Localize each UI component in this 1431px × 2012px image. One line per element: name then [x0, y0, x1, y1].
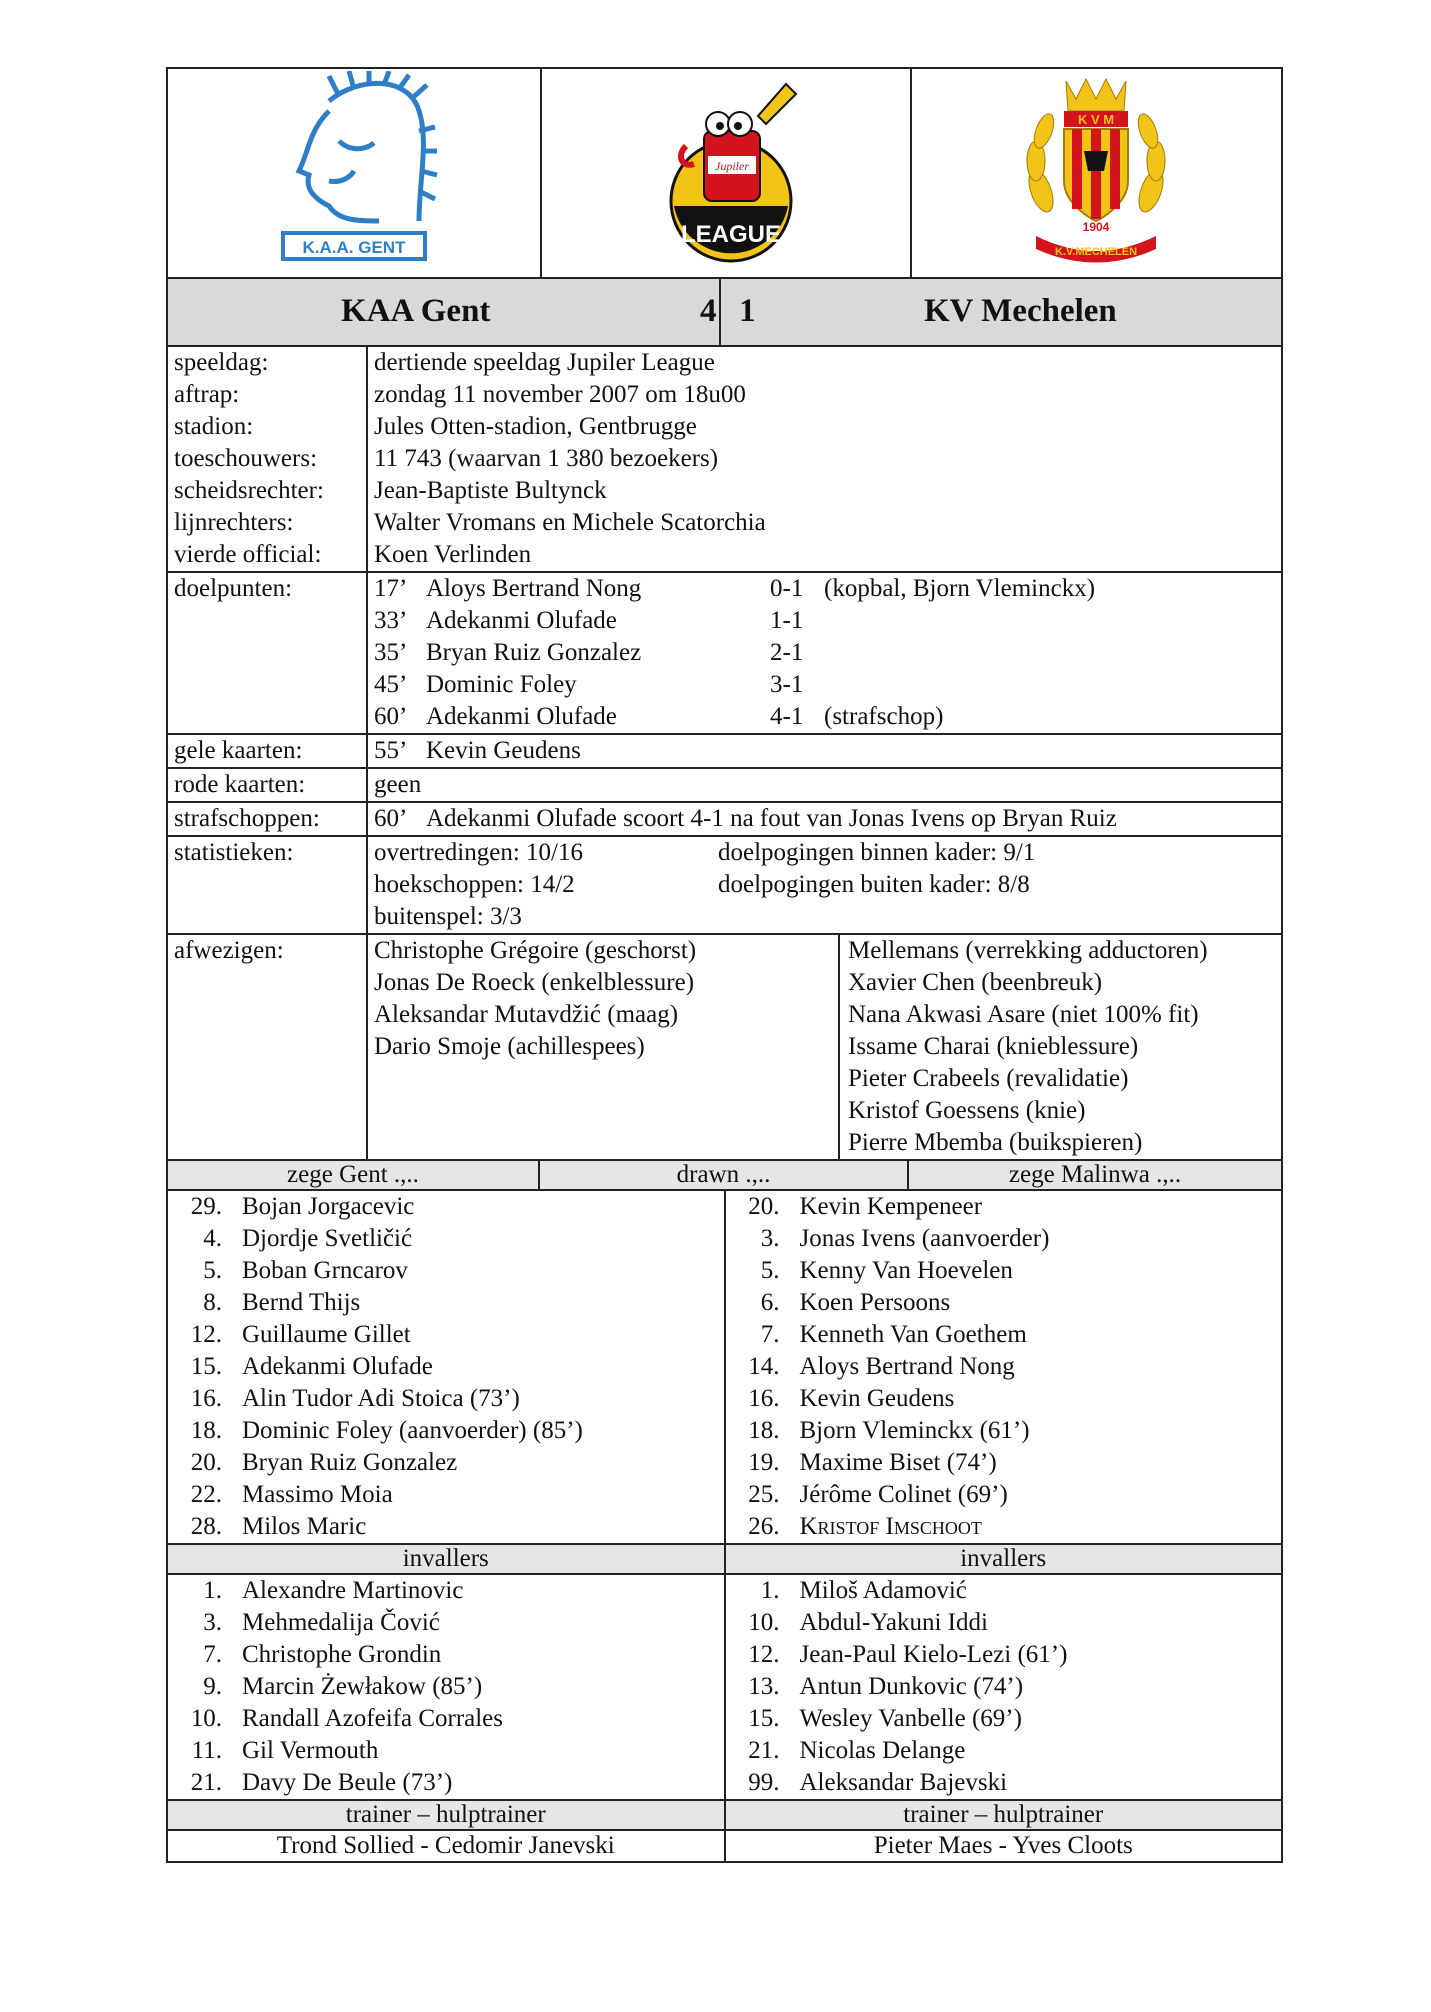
prediction-bar	[166, 1161, 1283, 1191]
player-row	[168, 1479, 724, 1511]
penalty-description: Adekanmi Olufade scoort 4-1 na fout van Jonas Ivens op Bryan Ruiz	[426, 805, 1117, 832]
shirt-number: 29.	[190, 1193, 222, 1220]
goal-minute: 35’	[374, 639, 408, 666]
stat-shots-off-target: doelpogingen buiten kader: 8/8	[718, 871, 1030, 898]
player-name: Kenny Van Hoevelen	[799, 1257, 1013, 1284]
gent-logo-text: K.A.A. GENT	[302, 237, 406, 257]
info-value: 11 743 (waarvan 1 380 bezoekers)	[374, 445, 719, 472]
player-row	[168, 1607, 724, 1639]
shirt-number: 19.	[748, 1449, 780, 1476]
player-row	[726, 1191, 1282, 1223]
player-row	[726, 1671, 1282, 1703]
shirt-number: 3.	[203, 1609, 222, 1636]
goal-scorer: Adekanmi Olufade	[426, 703, 617, 730]
home-trainer-header: trainer – hulptrainer	[168, 1799, 724, 1831]
stats-label: statistieken:	[167, 836, 367, 934]
stat-shots-on-target: doelpogingen binnen kader: 9/1	[718, 839, 1036, 866]
info-label: aftrap:	[167, 379, 367, 411]
stat-corners: hoekschoppen: 14/2	[374, 871, 575, 898]
shirt-number: 21.	[748, 1737, 780, 1764]
absent-home	[374, 935, 840, 1159]
shirt-number: 22.	[190, 1481, 222, 1508]
penalty-minute: 60’	[374, 805, 408, 832]
player-name: Aloys Bertrand Nong	[799, 1353, 1015, 1380]
absent-player: Kristof Goessens (knie)	[848, 1097, 1086, 1124]
player-row	[168, 1575, 724, 1607]
absent-away	[840, 935, 1208, 1159]
mechelen-logo-year: 1904	[1083, 219, 1110, 234]
away-trainer-header: trainer – hulptrainer	[726, 1799, 1282, 1831]
player-row	[726, 1511, 1282, 1543]
player-name: Jérôme Colinet (69’)	[799, 1481, 1008, 1508]
shirt-number: 16.	[190, 1385, 222, 1412]
player-row	[168, 1351, 724, 1383]
info-label: vierde official:	[167, 539, 367, 572]
home-subs-header: invallers	[168, 1543, 724, 1575]
info-value: zondag 11 november 2007 om 18u00	[374, 381, 746, 408]
goal-scorer: Adekanmi Olufade	[426, 607, 617, 634]
player-name: Dominic Foley (aanvoerder) (85’)	[242, 1417, 583, 1444]
player-row	[726, 1735, 1282, 1767]
shirt-number: 18.	[190, 1417, 222, 1444]
player-row	[168, 1287, 724, 1319]
goal-scorer: Dominic Foley	[426, 671, 577, 698]
penalties-label: strafschoppen:	[167, 802, 367, 836]
shirt-number: 5.	[760, 1257, 780, 1284]
player-row	[168, 1703, 724, 1735]
mechelen-logo-band: K.V.MECHELEN	[1055, 245, 1138, 258]
player-name: Kevin Kempeneer	[799, 1193, 983, 1220]
jupiler-league-logo	[646, 76, 806, 266]
absent-label: afwezigen:	[167, 934, 367, 1160]
shirt-number: 13.	[748, 1673, 780, 1700]
player-row	[726, 1447, 1282, 1479]
goal-row	[374, 669, 1275, 701]
prediction-draw: drawn .,..	[539, 1161, 908, 1190]
goal-note: (strafschop)	[824, 703, 944, 730]
shirt-number: 99.	[748, 1769, 780, 1796]
absent-player: Aleksandar Mutavdžić (maag)	[374, 1001, 679, 1028]
player-row	[726, 1319, 1282, 1351]
player-name: Alexandre Martinovic	[242, 1577, 464, 1604]
player-row	[168, 1191, 724, 1223]
goal-minute: 33’	[374, 607, 408, 634]
goal-row	[374, 637, 1275, 669]
player-name: Massimo Moia	[242, 1481, 393, 1508]
shirt-number: 26.	[748, 1513, 780, 1540]
player-name: Bryan Ruiz Gonzalez	[242, 1449, 458, 1476]
player-row	[726, 1607, 1282, 1639]
goals-list	[367, 572, 1282, 734]
info-label: toeschouwers:	[167, 443, 367, 475]
absent-player: Pierre Mbemba (buikspieren)	[848, 1129, 1143, 1156]
player-row	[168, 1671, 724, 1703]
info-value: Koen Verlinden	[374, 541, 532, 568]
shirt-number: 4.	[203, 1225, 222, 1252]
player-row	[726, 1223, 1282, 1255]
shirt-number: 10.	[190, 1705, 222, 1732]
player-row	[726, 1415, 1282, 1447]
player-row	[726, 1639, 1282, 1671]
player-row	[168, 1447, 724, 1479]
absent-player: Xavier Chen (beenbreuk)	[848, 969, 1103, 996]
shirt-number: 7.	[203, 1641, 222, 1668]
player-row	[168, 1511, 724, 1543]
goal-row	[374, 605, 1275, 637]
player-name: Milos Maric	[242, 1513, 367, 1540]
player-name: Wesley Vanbelle (69’)	[799, 1705, 1022, 1732]
shirt-number: 8.	[203, 1289, 222, 1316]
player-row	[168, 1255, 724, 1287]
mechelen-logo-cell	[911, 68, 1282, 278]
shirt-number: 12.	[748, 1641, 780, 1668]
home-lineup	[167, 1191, 725, 1862]
away-trainers: Pieter Maes - Yves Cloots	[873, 1832, 1133, 1859]
goal-scorer: Aloys Bertrand Nong	[426, 575, 642, 602]
player-row	[726, 1287, 1282, 1319]
goal-score: 2-1	[770, 639, 804, 666]
goal-score: 1-1	[770, 607, 804, 634]
player-row	[168, 1735, 724, 1767]
absent-player: Jonas De Roeck (enkelblessure)	[374, 969, 695, 996]
penalties-value	[367, 802, 1282, 836]
shirt-number: 20.	[190, 1449, 222, 1476]
player-row	[726, 1575, 1282, 1607]
player-row	[168, 1319, 724, 1351]
goal-minute: 60’	[374, 703, 408, 730]
player-row	[168, 1415, 724, 1447]
player-name: Djordje Svetličić	[242, 1225, 413, 1252]
absent-player: Mellemans (verrekking adductoren)	[848, 937, 1208, 964]
player-name: Bernd Thijs	[242, 1289, 361, 1316]
goal-score: 4-1	[770, 703, 804, 730]
goal-minute: 17’	[374, 575, 408, 602]
away-subs-header: invallers	[726, 1543, 1282, 1575]
score-divider	[719, 279, 721, 345]
player-row	[168, 1383, 724, 1415]
player-name: Mehmedalija Čović	[242, 1609, 440, 1636]
shirt-number: 3.	[760, 1225, 780, 1252]
goal-note: (kopbal, Bjorn Vleminckx)	[824, 575, 1096, 602]
player-row	[168, 1767, 724, 1799]
player-name: Davy De Beule (73’)	[242, 1769, 453, 1796]
away-team-name: KV Mechelen	[924, 293, 1117, 329]
player-row	[168, 1223, 724, 1255]
prediction-away: zege Malinwa .,..	[1008, 1161, 1182, 1188]
shirt-number: 14.	[748, 1353, 780, 1380]
league-logo-text: LEAGUE	[680, 220, 781, 248]
red-cards-label: rode kaarten:	[167, 768, 367, 802]
shirt-number: 7.	[760, 1321, 780, 1348]
player-row	[726, 1255, 1282, 1287]
player-name: Bjorn Vleminckx (61’)	[799, 1417, 1030, 1444]
stat-offside: buitenspel: 3/3	[374, 903, 522, 930]
red-cards-value: geen	[367, 768, 1282, 802]
shirt-number: 10.	[748, 1609, 780, 1636]
player-name: Jean-Paul Kielo-Lezi (61’)	[799, 1641, 1068, 1668]
absent-player: Nana Akwasi Asare (niet 100% fit)	[848, 1001, 1199, 1028]
player-row	[726, 1479, 1282, 1511]
score-bar	[166, 279, 1283, 347]
mechelen-logo-initials: K V M	[1078, 111, 1115, 127]
player-name: Marcin Żewłakow (85’)	[242, 1673, 483, 1700]
shirt-number: 18.	[748, 1417, 780, 1444]
shirt-number: 9.	[203, 1673, 222, 1700]
absent-player: Issame Charai (knieblessure)	[848, 1033, 1139, 1060]
player-name: Aleksandar Bajevski	[799, 1769, 1008, 1796]
info-value: Jean-Baptiste Bultynck	[374, 477, 607, 504]
player-name: Randall Azofeifa Corrales	[242, 1705, 504, 1732]
yellow-card-minute: 55’	[374, 737, 408, 764]
goal-score: 3-1	[770, 671, 804, 698]
match-sheet	[166, 67, 1283, 1863]
info-label: scheidsrechter:	[167, 475, 367, 507]
player-name: Bojan Jorgacevic	[242, 1193, 415, 1220]
goals-label: doelpunten:	[167, 572, 367, 734]
away-lineup	[725, 1191, 1283, 1862]
player-name: Antun Dunkovic (74’)	[799, 1673, 1024, 1700]
shirt-number: 1.	[203, 1577, 222, 1604]
player-row	[726, 1383, 1282, 1415]
player-name: Jonas Ivens (aanvoerder)	[799, 1225, 1050, 1252]
info-label: lijnrechters:	[167, 507, 367, 539]
info-label: stadion:	[167, 411, 367, 443]
player-name: Miloš Adamović	[799, 1577, 967, 1604]
home-trainers: Trond Sollied - Cedomir Janevski	[276, 1832, 615, 1859]
shirt-number: 25.	[748, 1481, 780, 1508]
home-score: 4	[700, 293, 717, 329]
player-name: Koen Persoons	[799, 1289, 951, 1316]
match-info-table	[166, 347, 1283, 1161]
player-row	[168, 1639, 724, 1671]
player-name: Guillaume Gillet	[242, 1321, 411, 1348]
info-value: dertiende speeldag Jupiler League	[374, 349, 715, 376]
shirt-number: 5.	[203, 1257, 222, 1284]
shirt-number: 28.	[190, 1513, 222, 1540]
player-name: Kevin Geudens	[799, 1385, 955, 1412]
player-row	[726, 1703, 1282, 1735]
goal-row	[374, 573, 1275, 605]
logo-row	[166, 67, 1283, 279]
absent-player: Christophe Grégoire (geschorst)	[374, 937, 697, 964]
away-score: 1	[739, 293, 756, 329]
goal-minute: 45’	[374, 671, 408, 698]
yellow-cards-value	[367, 734, 1282, 768]
lineups-table	[166, 1191, 1283, 1863]
player-name: Kenneth Van Goethem	[799, 1321, 1027, 1348]
jupiler-badge-text: Jupiler	[714, 158, 749, 173]
player-name: Gil Vermouth	[242, 1737, 379, 1764]
absent-player: Dario Smoje (achillespees)	[374, 1033, 645, 1060]
shirt-number: 1.	[760, 1577, 780, 1604]
gent-logo	[269, 71, 439, 271]
shirt-number: 15.	[748, 1705, 780, 1732]
shirt-number: 21.	[190, 1769, 222, 1796]
mechelen-logo	[1016, 71, 1176, 271]
absent-player: Pieter Crabeels (revalidatie)	[848, 1065, 1129, 1092]
player-name: Abdul-Yakuni Iddi	[799, 1609, 988, 1636]
absent-values	[367, 934, 1282, 1160]
info-value: Jules Otten-stadion, Gentbrugge	[374, 413, 697, 440]
gent-logo-cell	[167, 68, 541, 278]
home-team-name: KAA Gent	[341, 293, 491, 329]
stat-fouls: overtredingen: 10/16	[374, 839, 583, 866]
league-logo-cell	[541, 68, 911, 278]
stats-values	[367, 836, 1282, 934]
shirt-number: 20.	[748, 1193, 780, 1220]
info-label: speeldag:	[167, 347, 367, 379]
yellow-cards-label: gele kaarten:	[167, 734, 367, 768]
goal-scorer: Bryan Ruiz Gonzalez	[426, 639, 642, 666]
player-name: Maxime Biset (74’)	[799, 1449, 997, 1476]
player-row	[726, 1351, 1282, 1383]
shirt-number: 11.	[191, 1737, 222, 1764]
shirt-number: 15.	[190, 1353, 222, 1380]
shirt-number: 16.	[748, 1385, 780, 1412]
player-name: Boban Grncarov	[242, 1257, 408, 1284]
prediction-home: zege Gent .,..	[167, 1161, 539, 1190]
player-name: Alin Tudor Adi Stoica (73’)	[242, 1385, 520, 1412]
info-value: Walter Vromans en Michele Scatorchia	[374, 509, 766, 536]
goal-score: 0-1	[770, 575, 804, 602]
player-row	[726, 1767, 1282, 1799]
yellow-card-player: Kevin Geudens	[426, 737, 581, 764]
player-name: Nicolas Delange	[799, 1737, 966, 1764]
player-name: Christophe Grondin	[242, 1641, 442, 1668]
goal-row	[374, 701, 1275, 733]
shirt-number: 12.	[190, 1321, 222, 1348]
player-name: Kristof Imschoot	[799, 1513, 982, 1540]
player-name: Adekanmi Olufade	[242, 1353, 433, 1380]
shirt-number: 6.	[760, 1289, 780, 1316]
